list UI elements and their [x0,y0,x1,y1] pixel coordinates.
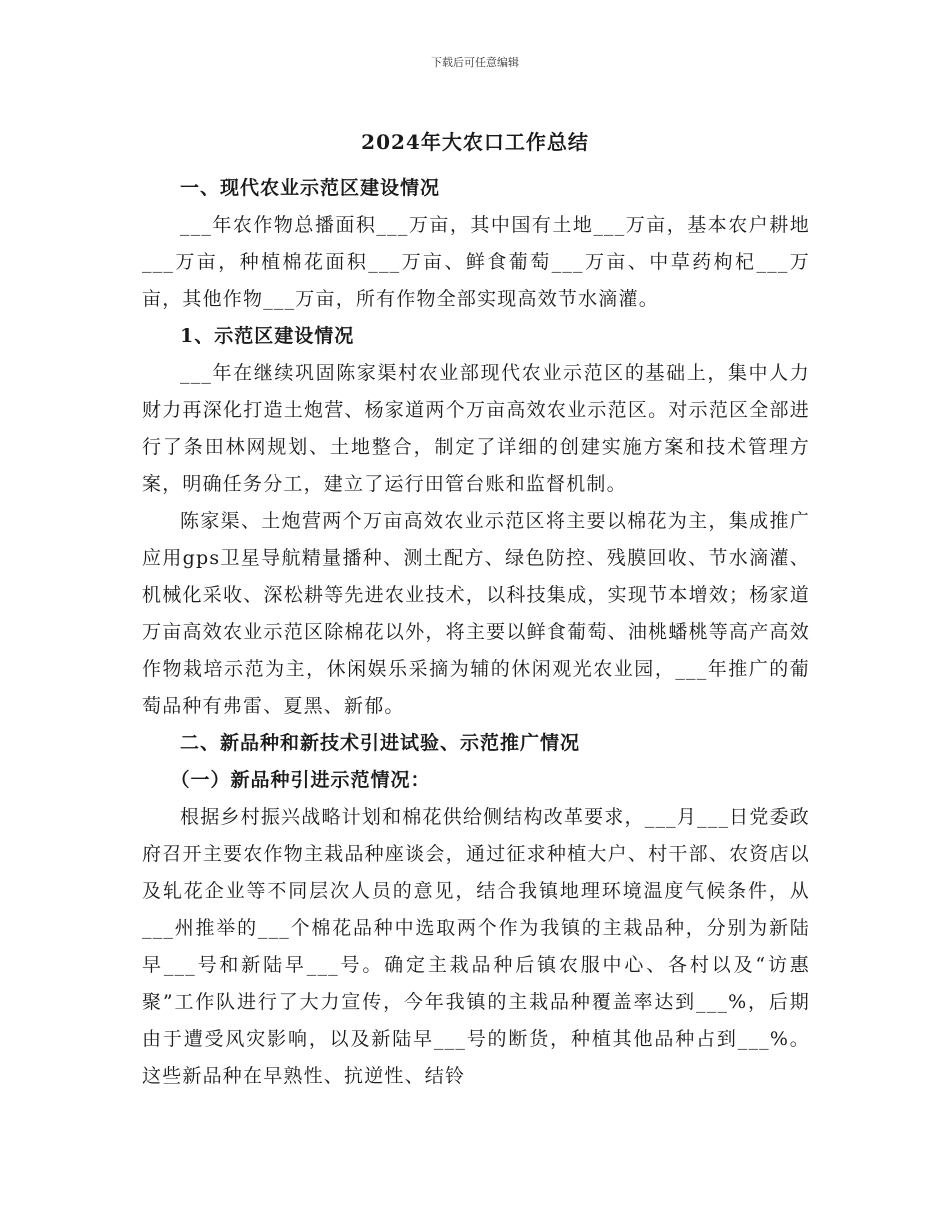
document-body [142,170,810,1095]
subsection-heading-1-1: 1、示范区建设情况 [180,325,355,347]
paragraph-4: 根据乡村振兴战略计划和棉花供给侧结构改革要求，___月___日党委政府召开主要农作物主栽品种座谈会，通过征求种植大户、村干部、农资店以及轧花企业等不同层次人员的意见，结合我镇地理环境温度气候条件，从___州推举的___个棉花品种中选取两个作为我镇的主栽品种，分别为新陆早___号和新陆早___号。确定主栽品种后镇农服中心、各村以及“访惠聚”工作队进行了大力宣传，今年我镇的主栽品种覆盖率达到___%，后期由于遭受风灾影响，以及新陆早___号的断货，种植其他品种占到___%。这些新品种在早熟性、抗逆性、结铃 [142,806,810,1087]
paragraph-1: ___年农作物总播面积___万亩，其中国有土地___万亩，基本农户耕地___万亩，种植棉花面积___万亩、鲜食葡萄___万亩、中草药枸杞___万亩，其他作物___万亩，所有作物全部实现高效节水滴灌。 [142,214,810,310]
paragraph-3: 陈家渠、土炮营两个万亩高效农业示范区将主要以棉花为主，集成推广应用gps卫星导航精量播种、测土配方、绿色防控、残膜回收、节水滴灌、机械化采收、深松耕等先进农业技术，以科技集成，实现节本增效；杨家道万亩高效农业示范区除棉花以外，将主要以鲜食葡萄、油桃蟠桃等高产高效作物栽培示范为主，休闲娱乐采摘为辅的休闲观光农业园，___年推广的葡萄品种有弗雷、夏黑、新郁。 [142,510,810,717]
section-heading-2: 二、新品种和新技术引进试验、示范推广情况 [180,732,581,754]
document-title: 2024年大农口工作总结 [361,130,589,154]
section-heading-1: 一、现代农业示范区建设情况 [180,177,441,199]
header-note: 下载后可任意编辑 [431,56,519,69]
paragraph-2: ___年在继续巩固陈家渠村农业部现代农业示范区的基础上，集中人力财力再深化打造土炮营、杨家道两个万亩高效农业示范区。对示范区全部进行了条田林网规划、土地整合，制定了详细的创建实施方案和技术管理方案，明确任务分工，建立了运行田管台账和监督机制。 [142,362,810,495]
subsection-heading-2-1: （一）新品种引进示范情况： [170,769,431,791]
